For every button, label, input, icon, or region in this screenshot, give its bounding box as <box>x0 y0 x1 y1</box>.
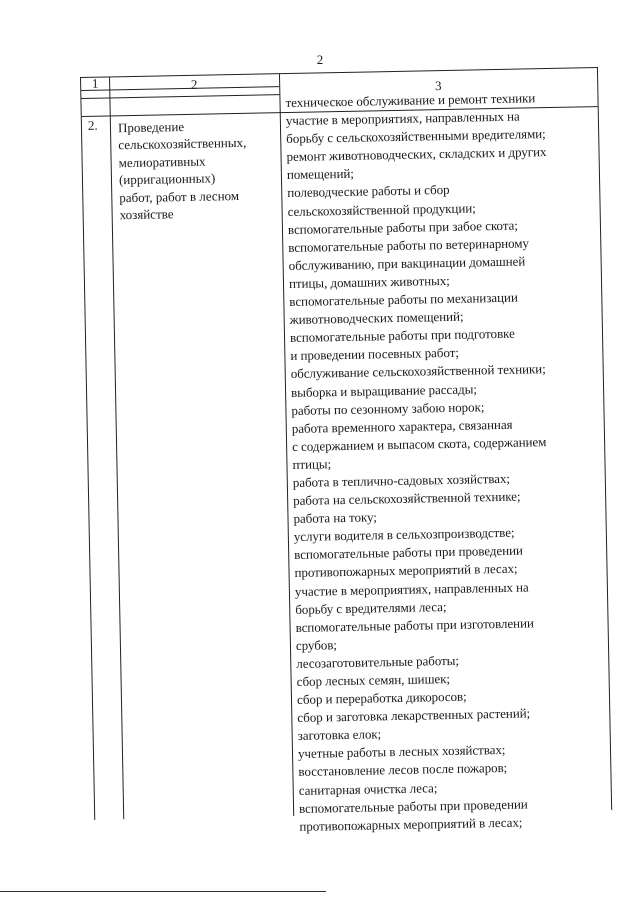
list-item: работы по сезонному забою норок; <box>291 398 485 418</box>
work-types-table <box>80 67 612 834</box>
list-item: борьбу с сельскохозяйственными вредителями; <box>286 126 546 147</box>
name-line: (ирригационных) <box>118 170 216 188</box>
list-item: птицы, домашних животных; <box>288 272 450 291</box>
list-item: животноводческих помещений; <box>289 308 464 328</box>
list-item: сельскохозяйственной продукции; <box>287 199 476 219</box>
list-item: работа в теплично-садовых хозяйствах; <box>292 470 511 490</box>
list-item: восстановление лесов после пожаров; <box>298 760 508 780</box>
list-item: сбор лесных семян, шишек; <box>296 671 451 689</box>
header-col-2: 2 <box>190 76 198 92</box>
list-item: сбор и переработка дикоросов; <box>296 688 467 708</box>
list-item: сбор и заготовка лекарственных растений; <box>297 705 531 726</box>
name-line: сельскохозяйственных, <box>118 135 247 153</box>
list-item: санитарная очистка леса; <box>298 779 438 798</box>
name-line: работ, работ в лесном <box>119 187 240 205</box>
list-item: вспомогательные работы при изготовлении <box>295 615 534 635</box>
list-item: вспомогательные работы по механизации <box>289 289 518 310</box>
work-category-name <box>118 116 280 223</box>
list-item: вспомогательные работы при проведении <box>294 542 524 563</box>
header-bottom-left <box>81 94 279 99</box>
list-item: вспомогательные работы при подготовке <box>289 325 515 346</box>
footer-rule <box>0 891 326 892</box>
list-item: с содержанием и выпасом скота, содержанием <box>291 433 547 454</box>
list-item: учетные работы в лесных хозяйствах; <box>297 742 506 762</box>
list-item: противопожарных мероприятий в лесах; <box>299 814 523 834</box>
header-col-1: 1 <box>91 75 99 91</box>
list-item: услуги водителя в сельхозпроизводстве; <box>293 524 515 545</box>
list-item: лесозаготовительные работы; <box>296 652 460 671</box>
list-item: участие в мероприятиях, направленных на <box>294 579 529 599</box>
list-item: ремонт животноводческих, складских и других <box>286 144 547 165</box>
list-item: работа на току; <box>293 509 378 527</box>
list-item: техническое обслуживание и ремонт техники <box>285 90 536 111</box>
list-item: выборка и выращивание рассады; <box>290 380 478 400</box>
list-item: заготовка елок; <box>297 726 382 744</box>
list-item: вспомогательные работы при проведении <box>298 796 528 816</box>
list-item: птицы; <box>292 456 332 472</box>
work-types-list <box>285 88 609 836</box>
list-item: противопожарных мероприятий в лесах; <box>294 561 518 581</box>
page-number: 2 <box>316 52 324 67</box>
list-item: работа на сельскохозяйственной технике; <box>293 488 521 509</box>
list-item: срубов; <box>295 636 338 653</box>
name-line: Проведение <box>117 119 185 136</box>
list-item: участие в мероприятиях, направленных на <box>285 108 520 129</box>
name-line: мелиоративных <box>118 153 206 171</box>
list-item: обслуживание сельскохозяйственной техники; <box>290 361 546 382</box>
list-item: вспомогательные работы по ветеринарному <box>288 235 530 255</box>
header-col-3: 3 <box>434 78 442 94</box>
name-line: хозяйстве <box>119 206 174 223</box>
list-item: борьбу с вредителями леса; <box>295 598 447 617</box>
row-number: 2. <box>87 117 98 133</box>
list-item: работа временного характера, связанная <box>291 416 513 436</box>
list-item: полеводческие работы и сбор <box>287 182 450 201</box>
list-item: и проведении посевных работ; <box>290 345 460 364</box>
list-item: помещений; <box>286 166 355 183</box>
list-item: обслуживанию, при вакцинации домашней <box>288 253 526 273</box>
list-item: вспомогательные работы при забое скота; <box>287 217 518 237</box>
